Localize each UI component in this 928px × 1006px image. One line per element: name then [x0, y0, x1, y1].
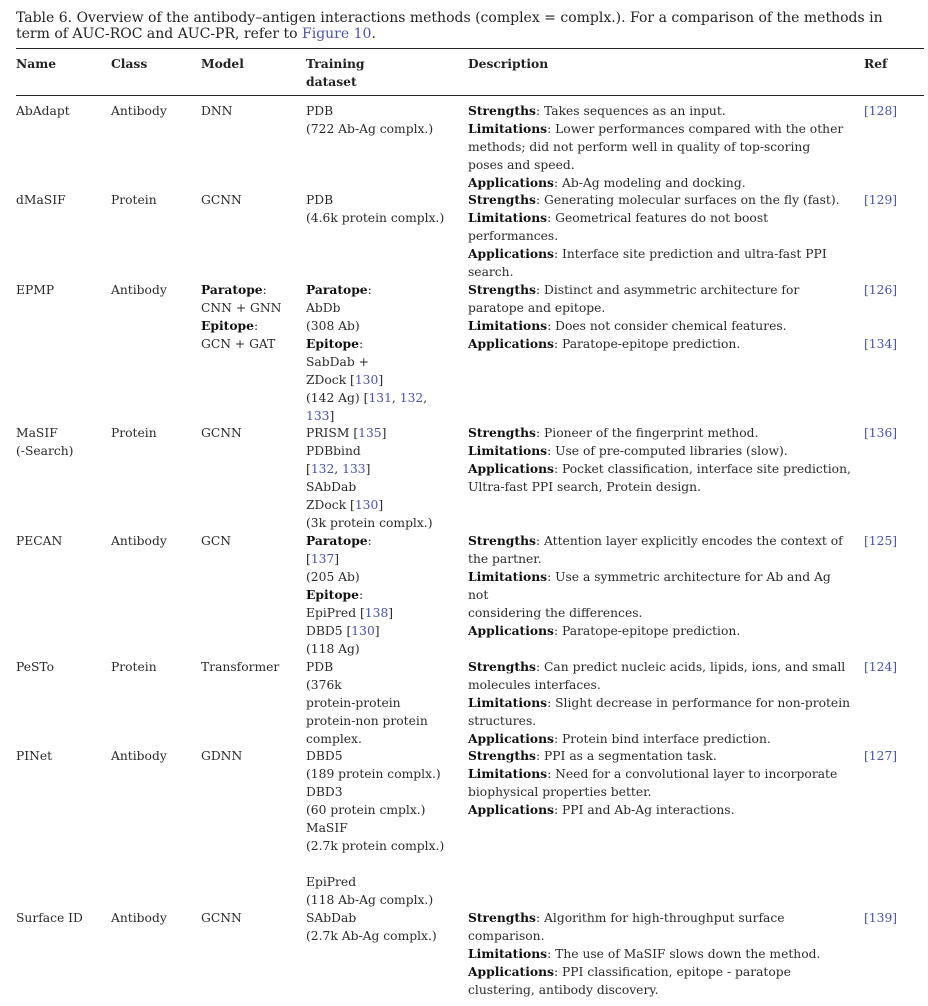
row-name: AbAdapt [16, 104, 70, 118]
citation-link[interactable]: 130 [354, 373, 379, 387]
limitations-label: Limitations [468, 946, 548, 961]
training-text: , [423, 391, 428, 405]
reference-link[interactable]: [127] [864, 749, 898, 763]
row-model: GCNN [201, 193, 242, 207]
row-model: GDNN [201, 749, 243, 763]
strengths-text: : PPI as a segmentation task. [535, 749, 717, 763]
row-class: Protein [111, 660, 157, 674]
row-name: PECAN [16, 534, 63, 548]
row-class: Antibody [111, 534, 167, 548]
row-model: GCNN [201, 911, 242, 925]
limitations-label: Limitations [468, 443, 548, 458]
paratope-label: Paratope [201, 282, 263, 297]
citation-link[interactable]: 132 [399, 391, 424, 405]
strengths-label: Strengths [468, 282, 536, 297]
header-training-line2: dataset [306, 74, 357, 89]
training-line: (118 Ab-Ag complx.) [306, 893, 434, 907]
training-line: EpiPred [306, 875, 357, 889]
training-line: protein-non protein [306, 714, 428, 728]
applications-label: Applications [468, 731, 554, 746]
training-line: (118 Ag) [306, 642, 360, 656]
limitations-label: Limitations [468, 695, 548, 710]
strengths-text: molecules interfaces. [468, 678, 601, 692]
row-model: Transformer [201, 660, 280, 674]
applications-label: Applications [468, 964, 554, 979]
applications-text: : PPI and Ab-Ag interactions. [553, 803, 735, 817]
name-line: (-Search) [16, 444, 74, 458]
limitations-text: : Does not consider chemical features. [547, 319, 787, 333]
limitations-label: Limitations [468, 210, 548, 225]
row-name [16, 424, 73, 460]
caption-end: . [371, 26, 376, 42]
strengths-text: : Distinct and asymmetric architecture for [535, 283, 800, 297]
training-text: (142 Ag) [ [306, 391, 369, 405]
training-line: PDB [306, 193, 334, 207]
reference-link[interactable]: [129] [864, 193, 898, 207]
row-training [306, 658, 428, 748]
applications-label: Applications [468, 461, 554, 476]
table-caption [16, 10, 906, 42]
training-text: ZDock [ [306, 373, 355, 387]
applications-text: search. [468, 265, 514, 279]
limitations-label: Limitations [468, 766, 548, 781]
training-line: complex. [306, 732, 362, 746]
strengths-text: : Algorithm for high-throughput surface [535, 911, 785, 925]
reference-link[interactable]: [134] [864, 337, 898, 351]
training-line: AbDb [306, 301, 341, 315]
limitations-text: poses and speed. [468, 158, 575, 172]
training-text: ] [381, 426, 387, 440]
limitations-text: performances. [468, 229, 559, 243]
top-rule [16, 48, 924, 49]
applications-text: clustering, antibody discovery. [468, 983, 659, 997]
applications-text: : Ab-Ag modeling and docking. [553, 176, 746, 190]
limitations-text: considering the differences. [468, 606, 643, 620]
strengths-text: : Takes sequences as an input. [535, 104, 726, 118]
header-rule [16, 95, 924, 96]
row-training: Paratope: AbDb (308 Ab) Epitope: SabDab + ZDock [130] (142 Ag) [131, 132, 133] [306, 282, 428, 423]
limitations-label: Limitations [468, 318, 548, 333]
strengths-label: Strengths [468, 533, 536, 548]
row-training: PRISM [135] PDBbind [132, 133] SAbDab ZDock [130] (3k protein complx.) [306, 426, 433, 530]
row-model: DNN [201, 104, 233, 118]
applications-label: Applications [468, 802, 554, 817]
strengths-text: : Generating molecular surfaces on the fly (fast). [535, 193, 840, 207]
training-text: DBD5 [ [306, 624, 352, 638]
training-line: DBD5 [306, 749, 343, 763]
training-line: SAbDab [306, 480, 357, 494]
limitations-text: structures. [468, 714, 537, 728]
strengths-label: Strengths [468, 748, 536, 763]
citation-link[interactable]: 138 [364, 606, 389, 620]
row-class: Protein [111, 426, 157, 440]
training-text: ] [378, 373, 384, 387]
epitope-label: Epitope [306, 336, 359, 351]
limitations-text: : The use of MaSIF slows down the method. [547, 947, 821, 961]
applications-text: : PPI classification, epitope - paratope [553, 965, 791, 979]
training-line: (189 protein complx.) [306, 767, 441, 781]
reference-link[interactable]: [124] [864, 660, 898, 674]
training-line: (205 Ab) [306, 570, 360, 584]
strengths-label: Strengths [468, 103, 536, 118]
limitations-text: : Geometrical features do not boost [547, 211, 769, 225]
training-line: (2.7k protein complx.) [306, 839, 445, 853]
training-line: SAbDab [306, 911, 357, 925]
paratope-label: Paratope [306, 533, 368, 548]
reference-link[interactable]: [128] [864, 104, 898, 118]
row-model: GCNN [201, 426, 242, 440]
epitope-label: Epitope [306, 587, 359, 602]
applications-label: Applications [468, 623, 554, 638]
limitations-label: Limitations [468, 569, 548, 584]
row-description [468, 909, 853, 999]
training-text: ] [329, 409, 335, 423]
header-training [306, 55, 365, 91]
epitope-label: Epitope [201, 318, 254, 333]
strengths-label: Strengths [468, 192, 536, 207]
row-name: Surface ID [16, 911, 83, 925]
applications-text: : Paratope-epitope prediction. [553, 624, 741, 638]
row-class: Antibody [111, 104, 167, 118]
row-class: Protein [111, 193, 157, 207]
training-text: PRISM [ [306, 426, 359, 440]
training-line: (308 Ab) [306, 319, 360, 333]
limitations-text: : Use a symmetric architecture for Ab and Ag not [468, 570, 831, 602]
row-training [306, 909, 437, 945]
limitations-text: : Lower performances compared with the other [547, 122, 844, 136]
strengths-text: : Pioneer of the fingerprint method. [535, 426, 759, 440]
applications-label: Applications [468, 175, 554, 190]
row-description [468, 102, 853, 192]
reference-link[interactable]: [125] [864, 534, 898, 548]
citation-link[interactable]: 133 [306, 409, 330, 423]
applications-text: : Paratope-epitope prediction. [553, 337, 741, 351]
limitations-text: : Slight decrease in performance for non-protein [547, 696, 851, 710]
training-line: PDB [306, 660, 334, 674]
training-line: (4.6k protein complx.) [306, 211, 445, 225]
row-description [468, 424, 853, 496]
row-training: Paratope: [137] (205 Ab) Epitope: EpiPred [138] DBD5 [130] (118 Ag) [306, 533, 394, 656]
strengths-text: : Can predict nucleic acids, lipids, ions, and small [535, 660, 846, 674]
applications-text: : Protein bind interface prediction. [553, 732, 771, 746]
citation-link[interactable]: 137 [310, 552, 335, 566]
training-text: ] [388, 606, 394, 620]
strengths-text: paratope and epitope. [468, 301, 606, 315]
row-name: PINet [16, 749, 53, 763]
citation-link[interactable]: 131 [368, 391, 392, 405]
citation-link[interactable]: 132 [310, 462, 335, 476]
header-name: Name [16, 56, 57, 71]
row-name: PeSTo [16, 660, 55, 674]
row-training [306, 102, 433, 138]
row-model: Paratope: CNN + GNN Epitope: GCN + GAT [201, 282, 282, 351]
row-class: Antibody [111, 749, 167, 763]
limitations-text: methods; did not perform well in quality of top-scoring [468, 140, 811, 154]
applications-label: Applications [468, 246, 554, 261]
name-line: MaSIF [16, 426, 58, 440]
citation-link[interactable]: 130 [351, 624, 375, 638]
training-text: ] [378, 498, 384, 512]
limitations-text: biophysical properties better. [468, 785, 652, 799]
training-line: (376k [306, 678, 342, 692]
training-line: PDB [306, 104, 334, 118]
caption-text: Table 6. Overview of the antibody–antigen interactions methods (complex = complx.). For a comparison of the methods in term of AUC-ROC and AUC-PR, refer to [16, 10, 883, 42]
applications-text: : Pocket classification, interface site prediction, [553, 462, 851, 476]
training-text: EpiPred [ [306, 606, 365, 620]
limitations-text: : Need for a convolutional layer to incorporate [547, 767, 838, 781]
citation-link[interactable]: 133 [342, 462, 366, 476]
paratope-label: Paratope [306, 282, 368, 297]
header-training-line1: Training [306, 56, 365, 71]
training-line: DBD3 [306, 785, 343, 799]
figure-10-link[interactable]: Figure 10 [302, 26, 372, 42]
applications-text: : Interface site prediction and ultra-fast PPI [553, 247, 827, 261]
row-training [306, 747, 444, 909]
row-class: Antibody [111, 283, 167, 297]
training-line: (722 Ab-Ag complx.) [306, 122, 434, 136]
strengths-text: the partner. [468, 552, 542, 566]
row-description [468, 191, 853, 281]
training-line: MaSIF [306, 821, 348, 835]
citation-link[interactable]: 130 [354, 498, 379, 512]
row-name: EPMP [16, 283, 55, 297]
model-paratope: CNN + GNN [201, 301, 282, 315]
strengths-label: Strengths [468, 659, 536, 674]
reference-link[interactable]: [136] [864, 426, 898, 440]
reference-link[interactable]: [139] [864, 911, 898, 925]
reference-link[interactable]: [126] [864, 283, 898, 297]
strengths-label: Strengths [468, 910, 536, 925]
model-epitope: GCN + GAT [201, 337, 276, 351]
training-line: (2.7k Ab-Ag complx.) [306, 929, 437, 943]
citation-link[interactable]: 135 [358, 426, 382, 440]
row-description [468, 658, 853, 748]
training-text: ] [374, 624, 380, 638]
training-text: ZDock [ [306, 498, 355, 512]
header-model: Model [201, 56, 244, 71]
row-description [468, 747, 853, 819]
applications-text: Ultra-fast PPI search, Protein design. [468, 480, 702, 494]
row-model: GCN [201, 534, 231, 548]
limitations-label: Limitations [468, 121, 548, 136]
strengths-text: : Attention layer explicitly encodes the context of [535, 534, 843, 548]
applications-label: Applications [468, 336, 554, 351]
strengths-text: comparison. [468, 929, 545, 943]
header-class: Class [111, 56, 148, 71]
row-name: dMaSIF [16, 193, 66, 207]
limitations-text: : Use of pre-computed libraries (slow). [547, 444, 788, 458]
row-description [468, 532, 853, 640]
header-description: Description [468, 56, 549, 71]
header-ref: Ref [864, 56, 888, 71]
training-line: PDBbind [306, 444, 361, 458]
row-description [468, 281, 853, 353]
row-training [306, 191, 444, 227]
training-line: (60 protein cmplx.) [306, 803, 426, 817]
training-line: (3k protein complx.) [306, 516, 433, 530]
training-line: SabDab + [306, 355, 369, 369]
row-class: Antibody [111, 911, 167, 925]
strengths-label: Strengths [468, 425, 536, 440]
training-line: protein-protein [306, 696, 401, 710]
